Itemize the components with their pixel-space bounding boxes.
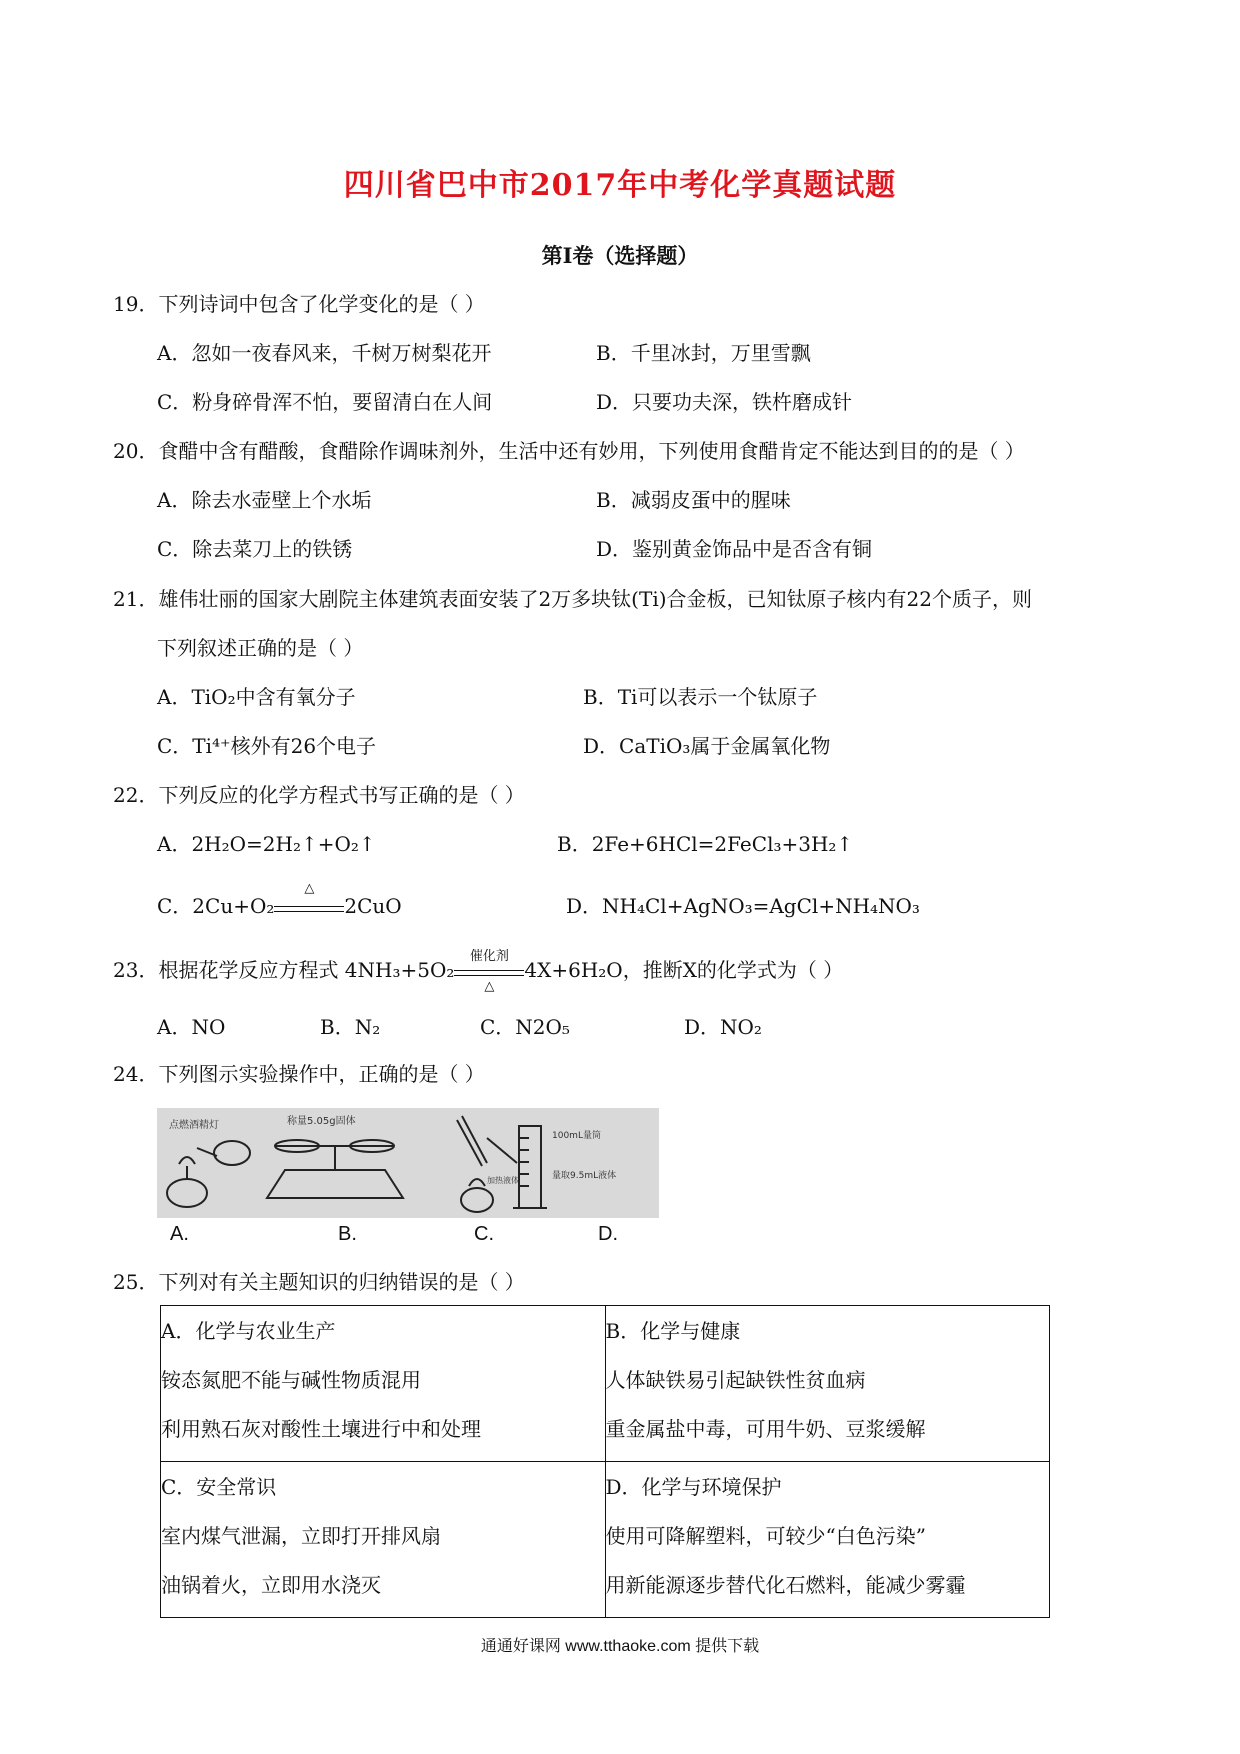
question-23-option-a: A．NO [157, 1015, 226, 1039]
cell-line-1: 室内煤气泄漏，立即打开排风扇 [161, 1524, 441, 1548]
cell-line-1: 使用可降解塑料，可较少“白色污染” [605, 1524, 926, 1548]
reaction-condition-sign [454, 948, 524, 994]
equals-sign [454, 970, 524, 976]
question-19-option-a: A．忽如一夜春风来，千树万树梨花开 [157, 341, 492, 365]
cell-line-2: 用新能源逐步替代化石燃料，能减少雾霾 [605, 1573, 966, 1597]
caption-weigh-solid: 称量5.05g固体 [287, 1116, 356, 1127]
option-c-products: 2CuO [344, 894, 402, 918]
figure-label-c: C. [474, 1223, 494, 1245]
question-21-option-d: D．CaTiO₃属于金属氧化物 [583, 734, 831, 758]
question-22-stem: 22．下列反应的化学方程式书写正确的是（ ） [113, 783, 525, 807]
question-22-option-d: D．NH₄Cl+AgNO₃=AgCl+NH₄NO₃ [566, 894, 920, 918]
figure-label-b: B. [338, 1223, 357, 1245]
caption-cylinder: 100mL量筒 [552, 1131, 601, 1141]
question-25-stem: 25．下列对有关主题知识的归纳错误的是（ ） [113, 1270, 525, 1294]
equals-sign [274, 906, 344, 912]
table-cell-a [161, 1306, 606, 1462]
cell-line-2: 油锅着火，立即用水浇灭 [161, 1573, 381, 1597]
lab-operations-figure [157, 1108, 659, 1218]
table-cell-d [605, 1462, 1050, 1618]
question-23-option-c: C．N2O₅ [480, 1015, 570, 1039]
page-footer: 通通好课网 www.tthaoke.com 提供下载 [480, 1638, 760, 1655]
question-20-option-a: A．除去水壶壁上个水垢 [157, 488, 372, 512]
cell-line-2: 利用熟石灰对酸性土壤进行中和处理 [161, 1417, 481, 1441]
knowledge-summary-table [160, 1305, 1050, 1618]
question-20-option-c: C．除去菜刀上的铁锈 [157, 537, 353, 561]
question-23-stem [113, 948, 844, 994]
question-20-option-b: B．减弱皮蛋中的腥味 [596, 488, 791, 512]
catalyst-label: 催化剂 [469, 948, 509, 964]
question-21-option-b: B．Ti可以表示一个钛原子 [583, 685, 818, 709]
question-21-stem-continued: 下列叙述正确的是（ ） [157, 636, 364, 660]
cell-heading: A．化学与农业生产 [161, 1319, 336, 1343]
heat-condition-sign [274, 880, 344, 921]
question-19-stem: 19．下列诗词中包含了化学变化的是（ ） [113, 292, 485, 316]
heat-symbol: △ [484, 978, 495, 994]
lab-operations-drawing [157, 1108, 659, 1218]
question-22-option-a: A．2H₂O=2H₂↑+O₂↑ [157, 832, 376, 856]
caption-measure-liquid: 量取9.5mL液体 [552, 1171, 617, 1181]
cell-line-1: 铵态氮肥不能与碱性物质混用 [161, 1368, 421, 1392]
question-21-option-a: A．TiO₂中含有氧分子 [157, 685, 356, 709]
question-23-option-d: D．NO₂ [684, 1015, 762, 1039]
question-22-option-b: B．2Fe+6HCl=2FeCl₃+3H₂↑ [557, 832, 854, 856]
cell-heading: B．化学与健康 [605, 1319, 741, 1343]
heat-symbol: △ [304, 880, 315, 896]
table-row [161, 1462, 1050, 1618]
table-cell-b [605, 1306, 1050, 1462]
question-22-option-c [157, 880, 402, 921]
question-23-stem-prefix: 23．根据花学反应方程式 4NH₃+5O₂ [113, 958, 455, 982]
question-20-option-d: D．鉴别黄金饰品中是否含有铜 [596, 537, 873, 561]
question-23-stem-suffix: 4X+6H₂O，推断X的化学式为（ ） [524, 958, 844, 982]
question-21-option-c: C．Ti⁴⁺核外有26个电子 [157, 734, 377, 758]
section-title: 第Ⅰ卷（选择题） [541, 243, 699, 268]
figure-label-d: D. [598, 1223, 618, 1245]
table-cell-c [161, 1462, 606, 1618]
cell-line-2: 重金属盐中毒，可用牛奶、豆浆缓解 [605, 1417, 926, 1441]
cell-heading: C．安全常识 [161, 1475, 277, 1499]
page-title: 四川省巴中市2017年中考化学真题试题 [343, 168, 897, 203]
question-21-stem: 21．雄伟壮丽的国家大剧院主体建筑表面安装了2万多块钛(Ti)合金板，已知钛原子核内有22个质子，则 [113, 587, 1032, 611]
question-19-option-b: B．千里冰封，万里雪飘 [596, 341, 811, 365]
caption-light-lamp: 点燃酒精灯 [169, 1120, 219, 1131]
cell-line-1: 人体缺铁易引起缺铁性贫血病 [605, 1368, 866, 1392]
question-23-option-b: B．N₂ [320, 1015, 381, 1039]
question-24-stem: 24．下列图示实验操作中，正确的是（ ） [113, 1062, 485, 1086]
option-c-reactants: C．2Cu+O₂ [157, 894, 275, 918]
question-19-option-d: D．只要功夫深，铁杵磨成针 [596, 390, 853, 414]
caption-heat-liquid: 加热液体 [487, 1176, 519, 1185]
question-19-option-c: C．粉身碎骨浑不怕，要留清白在人间 [157, 390, 493, 414]
cell-heading: D．化学与环境保护 [605, 1475, 782, 1499]
figure-label-a: A. [170, 1223, 189, 1245]
table-row [161, 1306, 1050, 1462]
question-20-stem: 20．食醋中含有醋酸，食醋除作调味剂外，生活中还有妙用，下列使用食醋肯定不能达到目的的是（ ） [113, 439, 1025, 463]
